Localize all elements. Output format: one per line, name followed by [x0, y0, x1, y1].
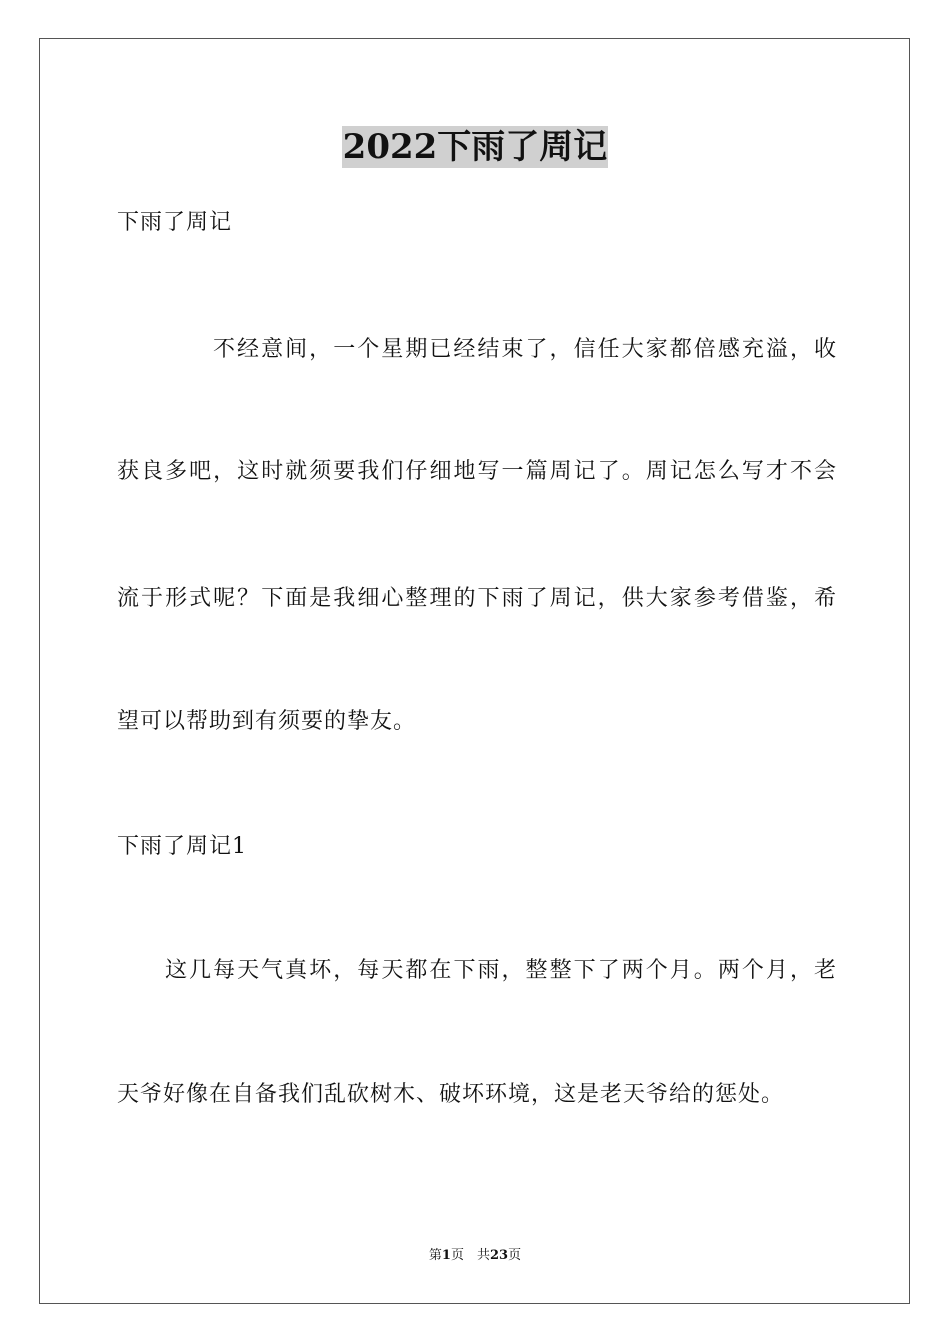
page-footer [0, 1247, 950, 1265]
footer-current-page: 1 [441, 1248, 451, 1263]
document-title: 2022下雨了周记 [342, 127, 608, 167]
paragraph-line: 不经意间，一个星期已经结束了，信任大家都倍感充溢，收 [213, 337, 837, 362]
paragraph-line: 天爷好像在自备我们乱砍树木、破坏环境，这是老天爷给的惩处。 [117, 1082, 785, 1107]
footer-suffix: 页 [508, 1248, 522, 1263]
footer-middle: 页 共 [450, 1248, 490, 1263]
paragraph-line: 望可以帮助到有须要的挚友。 [117, 709, 417, 734]
footer-prefix: 第 [428, 1248, 442, 1263]
paragraph-line: 流于形式呢？下面是我细心整理的下雨了周记，供大家参考借鉴，希 [117, 586, 837, 611]
section-heading-1: 下雨了周记1 [117, 834, 247, 859]
document-title-wrapper [0, 126, 950, 168]
section-heading-intro: 下雨了周记 [117, 210, 233, 235]
paragraph-line: 获良多吧，这时就须要我们仔细地写一篇周记了。周记怎么写才不会 [117, 459, 837, 484]
paragraph-line: 这几每天气真坏，每天都在下雨，整整下了两个月。两个月，老 [165, 958, 837, 983]
footer-total-pages: 23 [489, 1248, 509, 1263]
